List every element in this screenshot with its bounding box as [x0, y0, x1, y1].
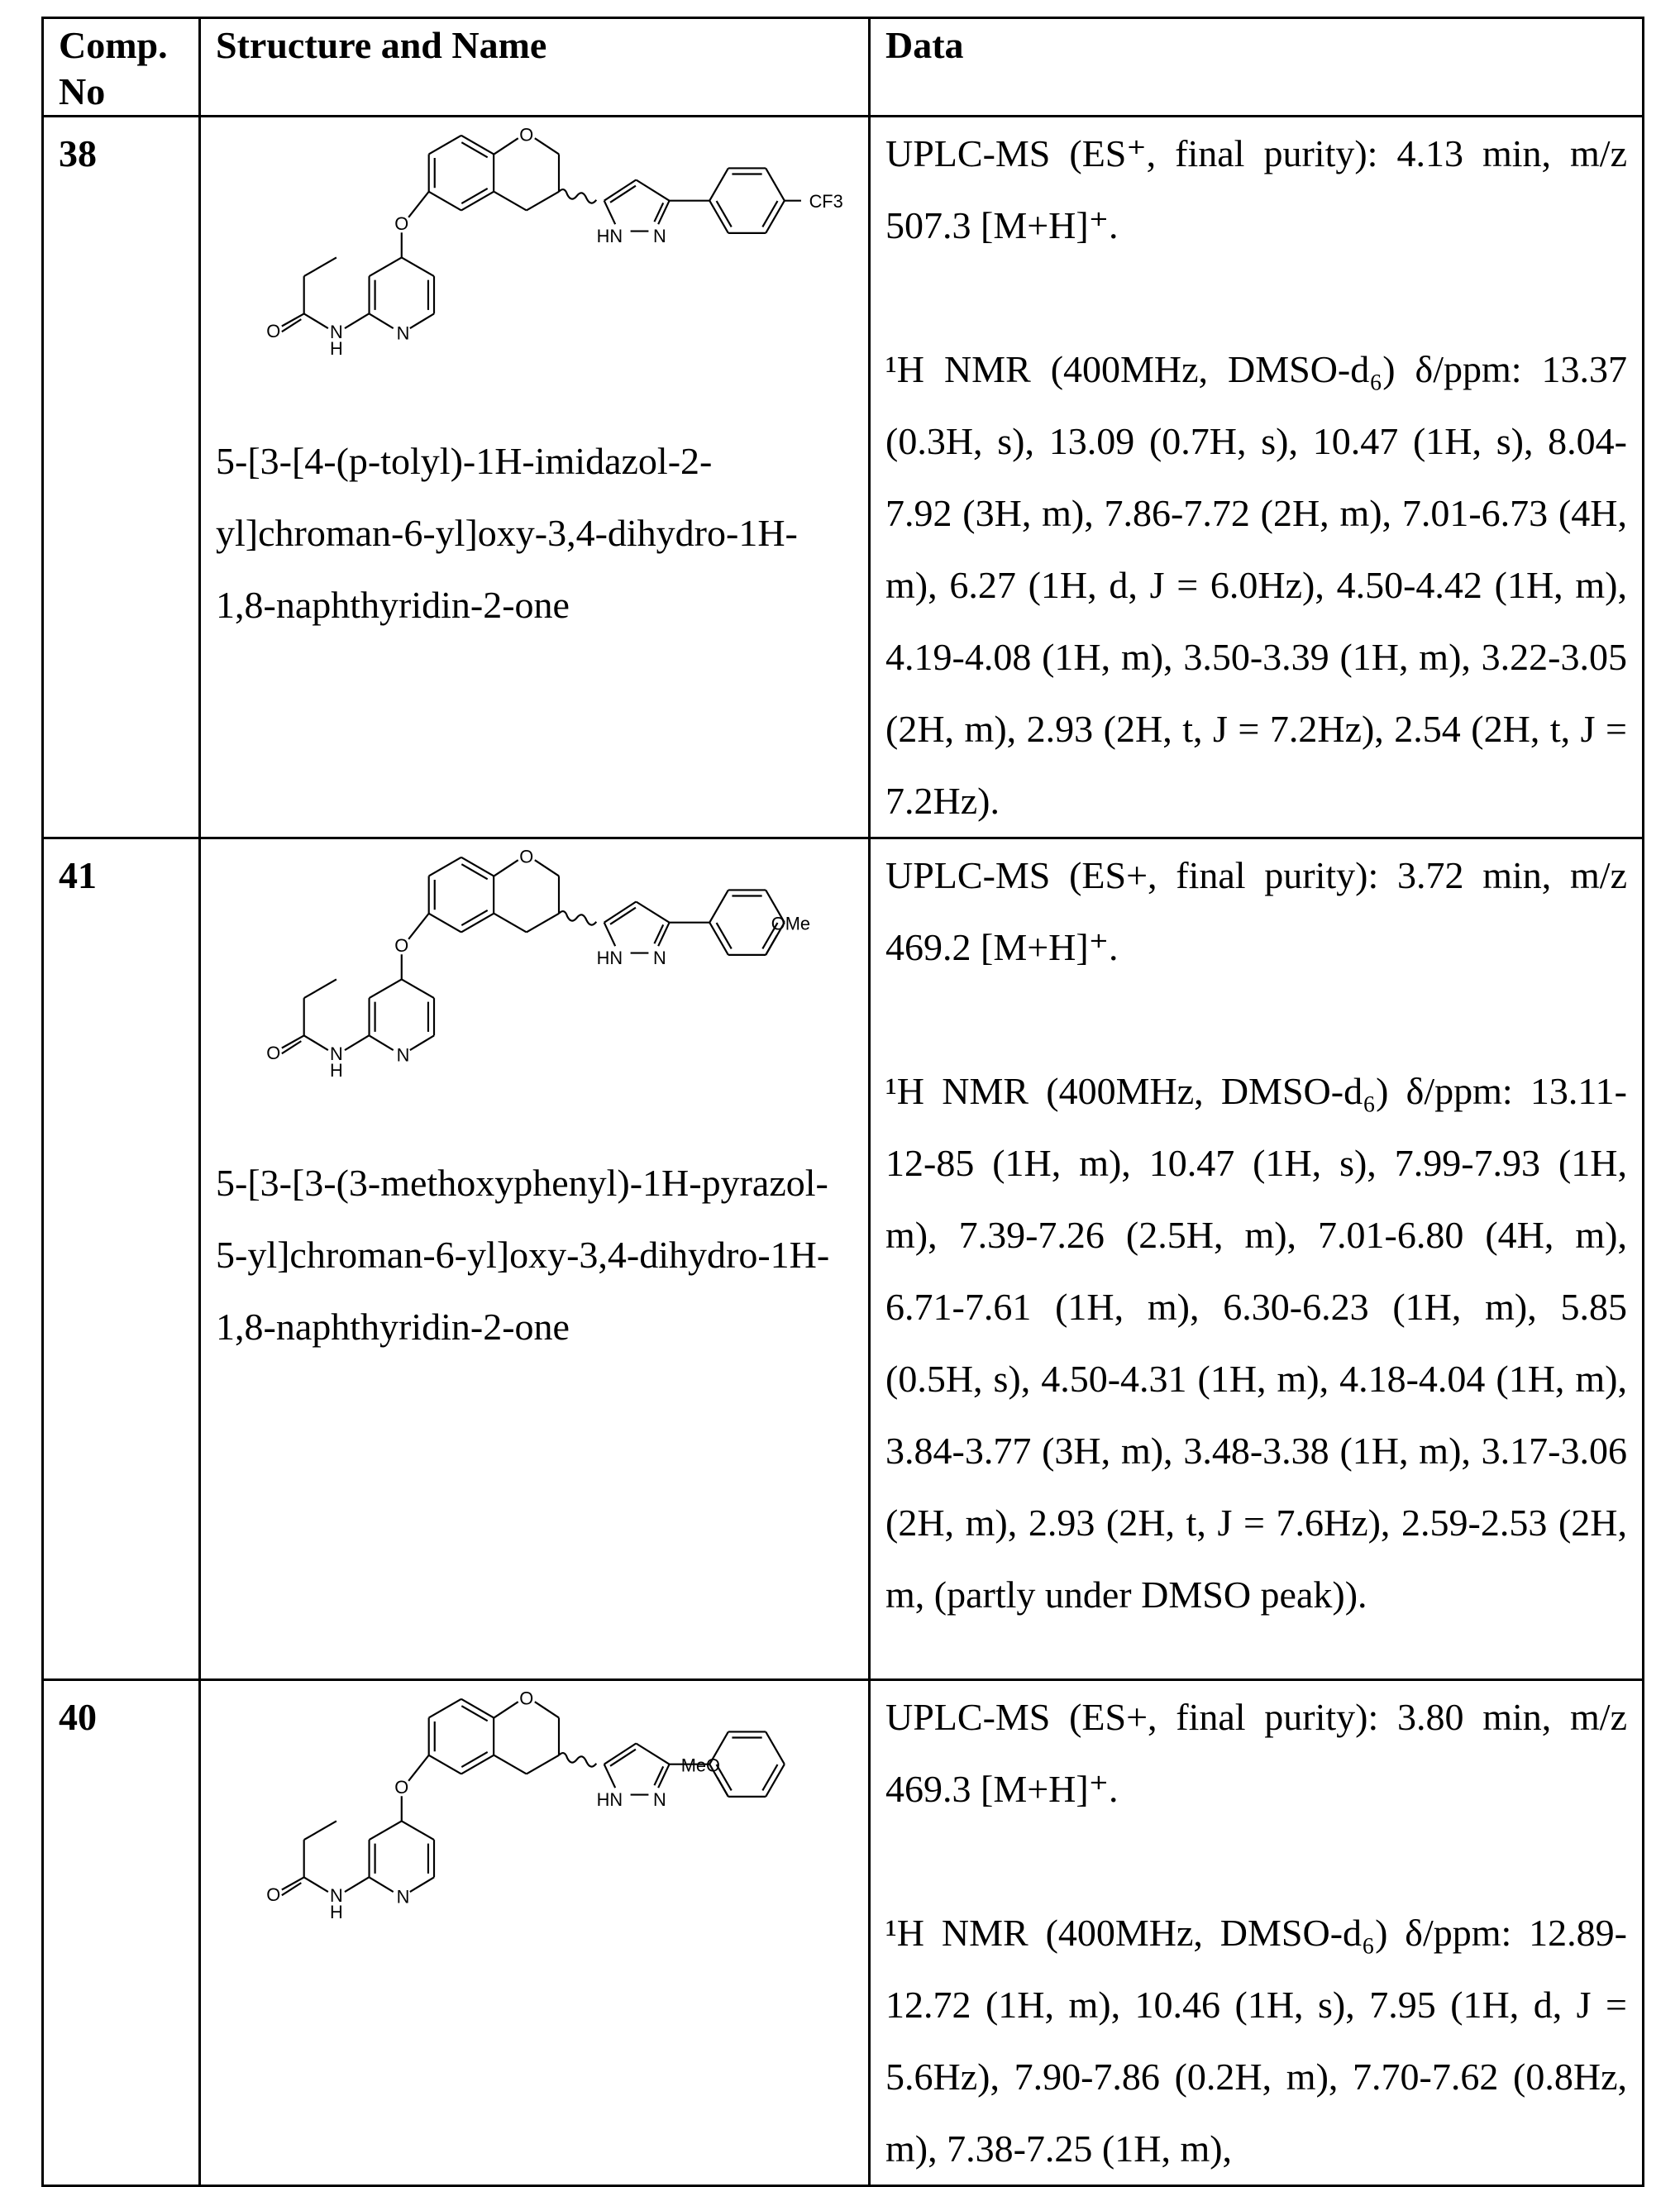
header-data: Data	[870, 18, 1644, 117]
structure-cell	[200, 838, 870, 1680]
double-bond	[461, 189, 487, 203]
data-cell	[870, 117, 1644, 838]
chroman-benzene-ring	[429, 914, 461, 933]
lactam-h-label: H	[330, 1060, 343, 1081]
compound-name: 5-[3-[3-(3-methoxyphenyl)-1H-pyrazol-5-yl]chroman-6-yl]oxy-3,4-dihydro-1H-1,8-naphthyridin-2-one	[216, 1147, 853, 1363]
chroman-benzene-ring	[429, 1755, 461, 1774]
double-bond	[461, 1752, 487, 1767]
bond	[408, 192, 429, 217]
pyrazole-nh-label: HN	[597, 226, 623, 246]
carbonyl-oxygen-label: O	[266, 1884, 280, 1905]
bond	[304, 1821, 336, 1840]
bond	[410, 1877, 434, 1892]
bond	[370, 1821, 402, 1840]
compound-name: 5-[3-[4-(p-tolyl)-1H-imidazol-2-yl]chroman-6-yl]oxy-3,4-dihydro-1H-1,8-naphthyridin-2-one	[216, 425, 853, 641]
bond	[402, 257, 434, 276]
bond	[494, 138, 518, 154]
bond	[527, 914, 559, 933]
uplc-ms-data: UPLC-MS (ES⁺, final purity): 4.13 min, m/z 507.3 [M+H]⁺.	[885, 117, 1627, 261]
bond	[535, 1702, 559, 1717]
pyridine-n-label: N	[397, 322, 410, 343]
double-bond	[461, 1706, 487, 1721]
bond	[527, 1755, 559, 1774]
bond	[604, 1744, 637, 1764]
nmr-data: ¹H NMR (400MHz, DMSO-d₆) δ/ppm: 12.89-12.72 (1H, m), 10.46 (1H, s), 7.95 (1H, d, J = 5.6Hz), 7.90-7.86 (0.2H, m), 7.70-7.62 (0.8Hz, m), 7.38-7.25 (1H, m),	[885, 1897, 1627, 2185]
lactam-n-label: N	[330, 322, 343, 342]
methoxy-label: OMe	[771, 914, 810, 934]
compound-number: 41	[43, 838, 200, 1680]
chroman-benzene-ring	[429, 857, 461, 876]
phenyl-ring	[766, 168, 785, 200]
bond	[604, 902, 637, 923]
nmr-data: ¹H NMR (400MHz, DMSO-d₆) δ/ppm: 13.11-12-85 (1H, m), 10.47 (1H, s), 7.99-7.93 (1H, m), 7.39-7.26 (2.5H, m), 7.01-6.80 (4H, m), 6.71-7.61 (1H, m), 6.30-6.23 (1H, m), 5.85 (0.5H, s), 4.50-4.31 (1H, m), 4.18-4.04 (1H, m), 3.84-3.77 (3H, m), 3.48-3.38 (1H, m), 3.17-3.06 (2H, m), 2.93 (2H, t, J = 7.6Hz), 2.59-2.53 (2H, m, (partly under DMSO peak)).	[885, 1055, 1627, 1631]
lactam-n-label: N	[330, 1043, 343, 1064]
bond	[535, 860, 559, 876]
pyridine-n-label: N	[397, 1886, 410, 1907]
bond	[604, 201, 615, 225]
table-row	[43, 117, 1644, 838]
lactam-h-label: H	[330, 1902, 343, 1922]
bond	[658, 1764, 669, 1788]
bond	[345, 313, 369, 328]
pyrazole-nh-label: HN	[597, 1789, 623, 1810]
wavy-bond	[559, 189, 596, 203]
chroman-benzene-ring	[429, 136, 461, 155]
table-row	[43, 838, 1644, 1680]
bond	[717, 1777, 728, 1796]
linker-oxygen-label: O	[394, 213, 408, 234]
bond	[494, 860, 518, 876]
linker-oxygen-label: O	[394, 1777, 408, 1798]
header-row	[43, 18, 1644, 117]
carbonyl-oxygen-label: O	[266, 321, 280, 341]
bond	[410, 1035, 434, 1050]
double-bond	[654, 1766, 663, 1785]
bond	[345, 1035, 369, 1050]
compound-number: 38	[43, 117, 200, 838]
header-comp-no: Comp. No	[43, 18, 200, 117]
bond	[304, 313, 328, 328]
bond	[370, 1877, 394, 1892]
bond	[304, 1877, 328, 1892]
double-bond	[461, 910, 487, 925]
double-bond	[717, 201, 732, 227]
bond	[604, 180, 637, 201]
bond	[370, 979, 402, 998]
double-bond	[762, 1764, 777, 1790]
data-cell	[870, 1680, 1644, 2186]
double-bond	[461, 864, 487, 879]
pyrazole-n-label: N	[653, 948, 666, 968]
header-structure-name: Structure and Name	[200, 18, 870, 117]
pyrazole-nh-label: HN	[597, 948, 623, 968]
wavy-bond	[559, 911, 596, 925]
bond	[304, 1035, 328, 1050]
bond	[408, 914, 429, 939]
bond	[304, 979, 336, 998]
compound-table	[41, 17, 1644, 2187]
bond	[636, 1744, 669, 1764]
methoxy-label: MeO	[681, 1755, 720, 1776]
bond	[658, 923, 669, 947]
bond	[535, 138, 559, 154]
carbonyl-oxygen-label: O	[266, 1043, 280, 1063]
bond	[636, 180, 669, 201]
double-bond	[762, 201, 777, 227]
bond	[370, 313, 394, 328]
trifluoromethyl-label: CF3	[809, 191, 843, 212]
phenyl-ring	[709, 890, 728, 922]
chroman-benzene-ring	[429, 192, 461, 211]
bond	[370, 257, 402, 276]
lactam-n-label: N	[330, 1885, 343, 1906]
uplc-ms-data: UPLC-MS (ES+, final purity): 3.80 min, m/z 469.3 [M+H]⁺.	[885, 1681, 1627, 1825]
bond	[494, 1702, 518, 1717]
structure-cell	[200, 117, 870, 838]
bond	[494, 192, 527, 211]
double-bond	[654, 924, 663, 943]
double-bond	[717, 923, 732, 948]
ring-oxygen-label: O	[519, 1688, 533, 1709]
double-bond	[654, 203, 663, 222]
bond	[494, 914, 527, 933]
bond	[345, 1877, 369, 1892]
table-row	[43, 1680, 1644, 2186]
pyridine-n-label: N	[397, 1044, 410, 1065]
lactam-h-label: H	[330, 338, 343, 359]
bond	[604, 1764, 615, 1788]
structure-cell	[200, 1680, 870, 2186]
pyrazole-n-label: N	[653, 1789, 666, 1810]
compound-number: 40	[43, 1680, 200, 2186]
nmr-data: ¹H NMR (400MHz, DMSO-d₆) δ/ppm: 13.37 (0.3H, s), 13.09 (0.7H, s), 10.47 (1H, s), 8.04-7.92 (3H, m), 7.86-7.72 (2H, m), 7.01-6.73 (4H, m), 6.27 (1H, d, J = 6.0Hz), 4.50-4.42 (1H, m), 4.19-4.08 (1H, m), 3.50-3.39 (1H, m), 3.22-3.05 (2H, m), 2.93 (2H, t, J = 7.2Hz), 2.54 (2H, t, J = 7.2Hz).	[885, 333, 1627, 837]
linker-oxygen-label: O	[394, 935, 408, 956]
bond	[658, 201, 669, 225]
bond	[408, 1755, 429, 1781]
wavy-bond	[559, 1753, 596, 1767]
pyrazole-n-label: N	[653, 226, 666, 246]
chemical-structure	[222, 117, 889, 367]
bond	[527, 192, 559, 211]
bond	[402, 979, 434, 998]
phenyl-ring	[766, 1731, 785, 1764]
chemical-structure	[222, 1681, 889, 1931]
ring-oxygen-label: O	[519, 125, 533, 146]
bond	[636, 902, 669, 923]
bond	[402, 1821, 434, 1840]
bond	[304, 257, 336, 276]
bond	[494, 1755, 527, 1774]
chemical-structure	[222, 839, 889, 1089]
phenyl-ring	[709, 168, 728, 200]
ring-oxygen-label: O	[519, 847, 533, 867]
double-bond	[461, 142, 487, 157]
chroman-benzene-ring	[429, 1699, 461, 1718]
uplc-ms-data: UPLC-MS (ES+, final purity): 3.72 min, m/z 469.2 [M+H]⁺.	[885, 839, 1627, 983]
data-cell	[870, 838, 1644, 1680]
bond	[370, 1035, 394, 1050]
bond	[766, 935, 776, 954]
bond	[410, 313, 434, 328]
bond	[604, 923, 615, 947]
